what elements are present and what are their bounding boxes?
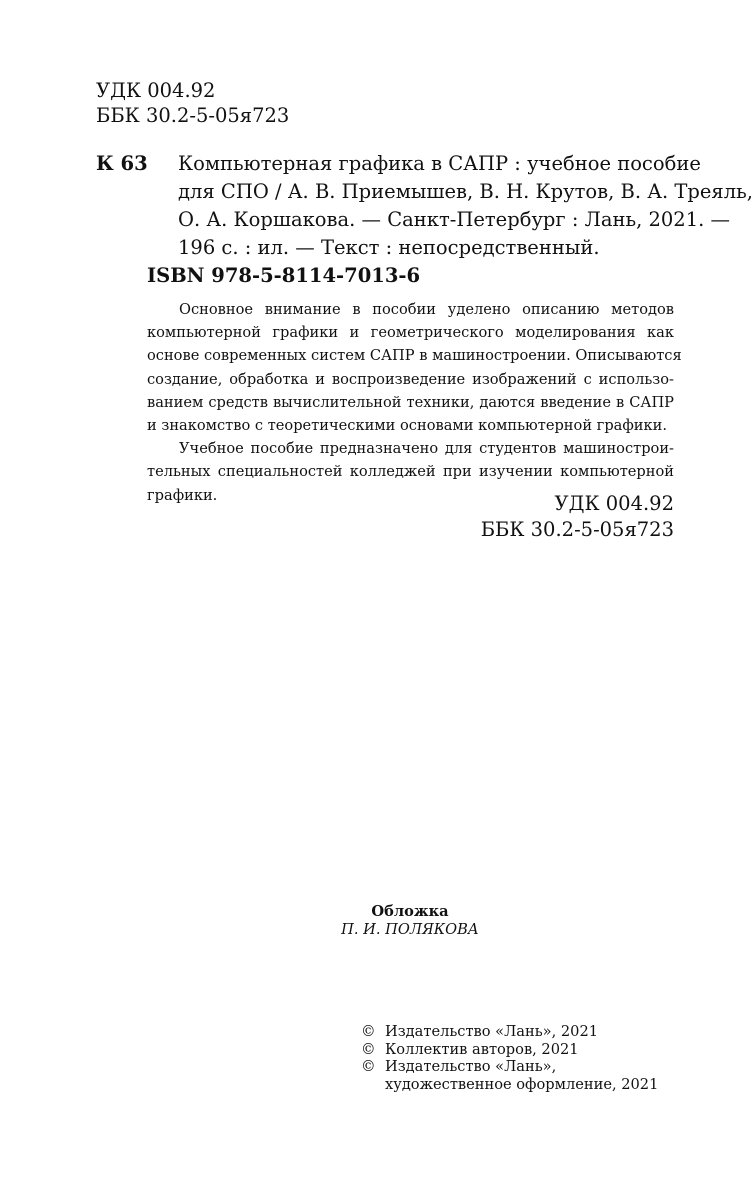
author-sign: К 63 (96, 152, 148, 175)
bbk-code-top: ББК 30.2-5-05я723 (96, 104, 290, 127)
copyright-line (361, 1058, 658, 1076)
annotation-line: ванием средств вычислительной техники, даются введение в САПР (147, 393, 674, 411)
annotation-line: создание, обработка и воспроизведение изображений с использо- (147, 370, 674, 388)
annotation-line: графики. (147, 486, 218, 504)
copyright-block (361, 1023, 658, 1093)
bbk-code-bottom: ББК 30.2-5-05я723 (480, 518, 674, 541)
annotation-line: основе современных систем САПР в машиностроении. Описываются (147, 347, 682, 365)
annotation-line: компьютерной графики и геометрического моделирования как (147, 324, 674, 342)
cover-artist: П. И. ПОЛЯКОВА (341, 921, 479, 938)
udk-code-bottom: УДК 004.92 (554, 492, 674, 515)
copyright-line (361, 1076, 658, 1094)
bibliographic-description (178, 150, 753, 262)
cover-label: Обложка (371, 903, 449, 920)
udk-code-top: УДК 004.92 (96, 79, 216, 102)
copyright-text: Издательство «Лань», (385, 1058, 557, 1076)
annotation-line: тельных специальностей колледжей при изучении компьютерной (147, 463, 674, 481)
copyright-line (361, 1023, 658, 1041)
copyright-symbol: © (361, 1058, 376, 1076)
copyright-symbol: © (361, 1040, 376, 1058)
isbn: ISBN 978-5-8114-7013-6 (147, 264, 421, 287)
annotation-line: Основное внимание в пособии уделено описанию методов (179, 301, 674, 318)
bibliographic-line: для СПО / А. В. Приемышев, В. Н. Крутов, В. А. Треяль, (178, 180, 753, 203)
annotation (147, 298, 682, 507)
copyright-line (361, 1041, 658, 1059)
bibliographic-line: 196 с. : ил. — Текст : непосредственный. (178, 236, 600, 259)
annotation-line: Учебное пособие предназначено для студентов машинострои- (179, 440, 674, 458)
copyright-continuation: художественное оформление, 2021 (385, 1075, 659, 1093)
copyright-text: Издательство «Лань», 2021 (385, 1023, 599, 1040)
bibliographic-line: О. А. Коршакова. — Санкт-Петербург : Лань, 2021. — (178, 208, 731, 231)
bibliographic-line: Компьютерная графика в САПР : учебное пособие (178, 152, 701, 175)
copyright-text: Коллектив авторов, 2021 (385, 1040, 579, 1058)
copyright-symbol: © (361, 1023, 376, 1040)
annotation-line: и знакомство с теоретическими основами компьютерной графики. (147, 417, 668, 435)
